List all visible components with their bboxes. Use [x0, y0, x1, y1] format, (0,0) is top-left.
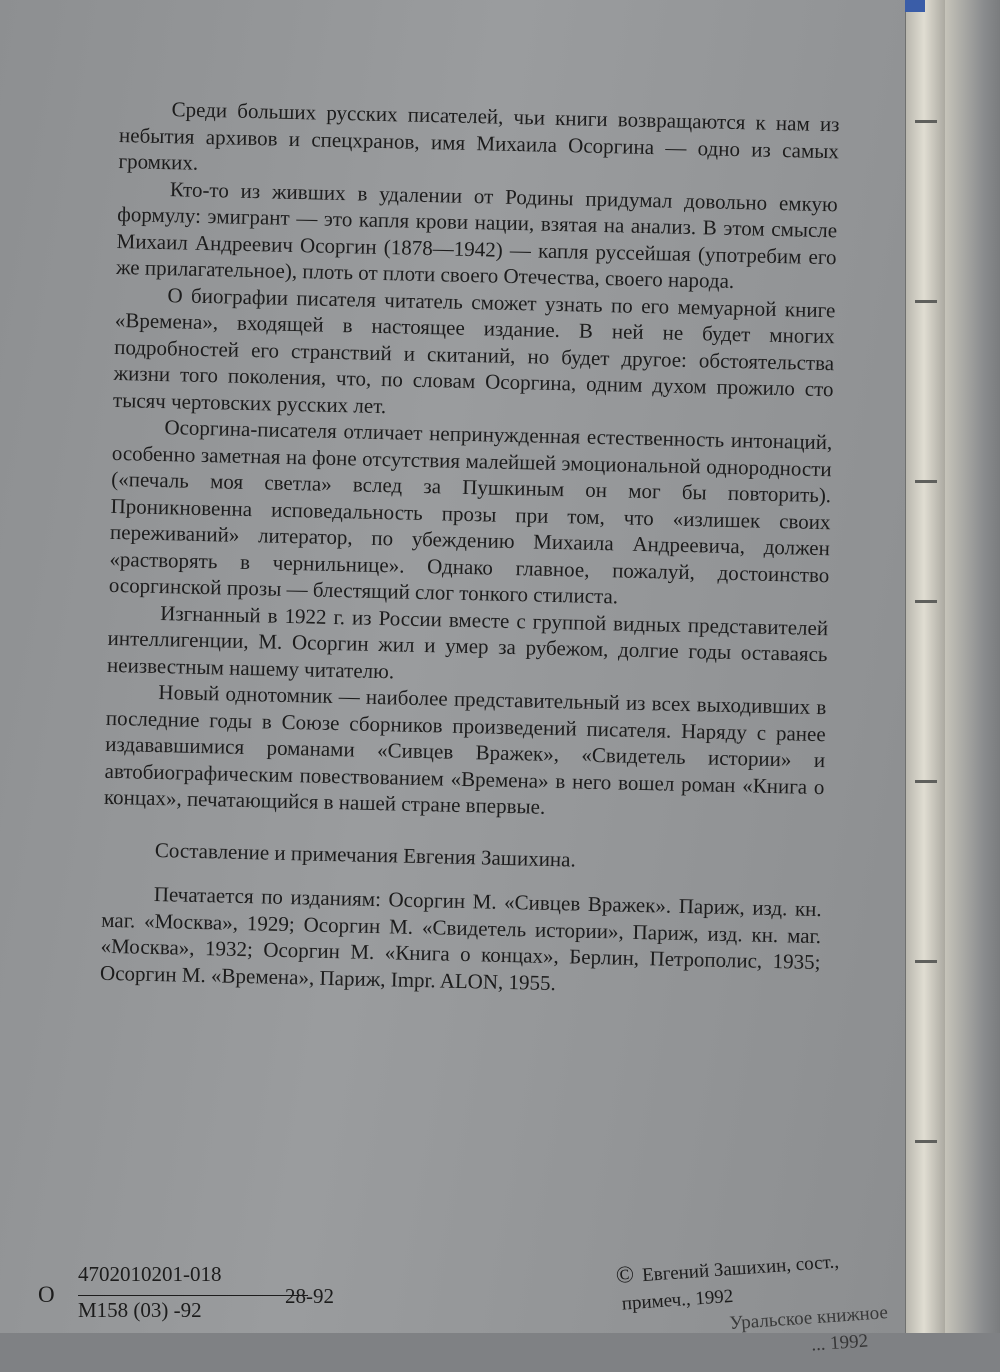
copyright-line-4: ... 1992	[810, 1330, 869, 1356]
binding-stitch	[915, 300, 937, 303]
blue-corner-mark	[905, 0, 925, 12]
paragraph-6: Новый однотомник — наиболее представительный из всех выходивших в последние годы в Союзе сборников произведений писателя. Наряду с ранее издававшимися романами «Сивцев Вражек», «Свидетель истории» и автобиографическим повествованием «Времена» в него вошел роман «Книга о концах», печатающийся в нашей стране впервые.	[103, 680, 827, 819]
index-letter: О	[38, 1282, 55, 1307]
publication-index	[38, 1262, 378, 1332]
binding-stitch	[915, 600, 937, 603]
index-code: 28-92	[285, 1284, 334, 1308]
paragraph-3: О биографии писателя читатель сможет узнать по его мемуарной книге «Времена», входящей в настоящее издание. В ней не будет многих подробностей его странствий и скитаний, но будет другое: обстоятельства жизни того поколения, что, по словам Осоргина, одним духом прожило сто тысяч чертовских русских лет.	[112, 282, 836, 418]
fraction-rule	[78, 1295, 308, 1296]
sources-note: Печатается по изданиям: Осоргин М. «Сивцев Вражек». Париж, изд. кн. маг. «Москва», 1929; Осоргин М. «Свидетель истории», Париж, изд. кн. маг. «Москва», 1932; Осоргин М. «Книга о концах», Берлин, Петрополис, 1935; Осоргин М. «Времена», Париж, Impr. ALON, 1955.	[99, 881, 822, 995]
binding-stitch	[915, 780, 937, 783]
paragraph-1: Среди больших русских писателей, чьи книги возвращаются к нам из небытия архивов и спецхранов, имя Михаила Осоргина — одно из самых громких.	[118, 97, 840, 175]
binding-stitch	[915, 120, 937, 123]
next-page-edge	[945, 0, 1000, 1333]
binding-stitch	[915, 480, 937, 483]
index-denominator: М158 (03) -92	[78, 1298, 202, 1322]
copyright-line-3: Уральское книжное	[728, 1302, 889, 1335]
copyright-block	[615, 1243, 912, 1372]
main-text	[100, 95, 840, 1002]
copyright-line-2: примеч., 1992	[621, 1285, 734, 1315]
book-spine-binding	[905, 0, 946, 1333]
copyright-icon: ©	[615, 1261, 636, 1289]
binding-stitch	[915, 1140, 937, 1143]
paragraph-5: Изгнанный в 1922 г. из России вместе с группой видных представителей интеллигенции, М. Осоргин жил и умер за рубежом, долгие годы оставаясь неизвестным нашему читателю.	[106, 600, 829, 683]
index-numerator: 4702010201-018	[78, 1262, 222, 1286]
copyright-author: Евгений Зашихин, сост.,	[641, 1251, 840, 1287]
binding-stitch	[915, 960, 937, 963]
compiler-note: Составление и примечания Евгения Зашихина.	[154, 837, 577, 872]
paragraph-2: Кто-то из живших в удалении от Родины придумал довольно емкую формулу: эмигрант — это капля крови нации, взятая на анализ. В этом смысле Михаил Андреевич Осоргин (1878—1942) — капля руссейшая (употребим его же прилагательное), плоть от плоти своего Отечества, своего народа.	[115, 176, 838, 293]
paragraph-4: Осоргина-писателя отличает непринужденная естественность интонаций, особенно заметная на фоне отсутствия малейшей эмоциональной однородности («печаль моя светла» вслед за Пушкиным он мог бы повторить). Проникновенна исповедальность прозы при том, что «излишек своих переживаний» литератор, по убеждению Михаила Андреевича, должен «растворять в чернильнице». Однако главное, пожалуй, достоинство осоргинской прозы — блестящий слог тонкого стилиста.	[108, 415, 833, 609]
